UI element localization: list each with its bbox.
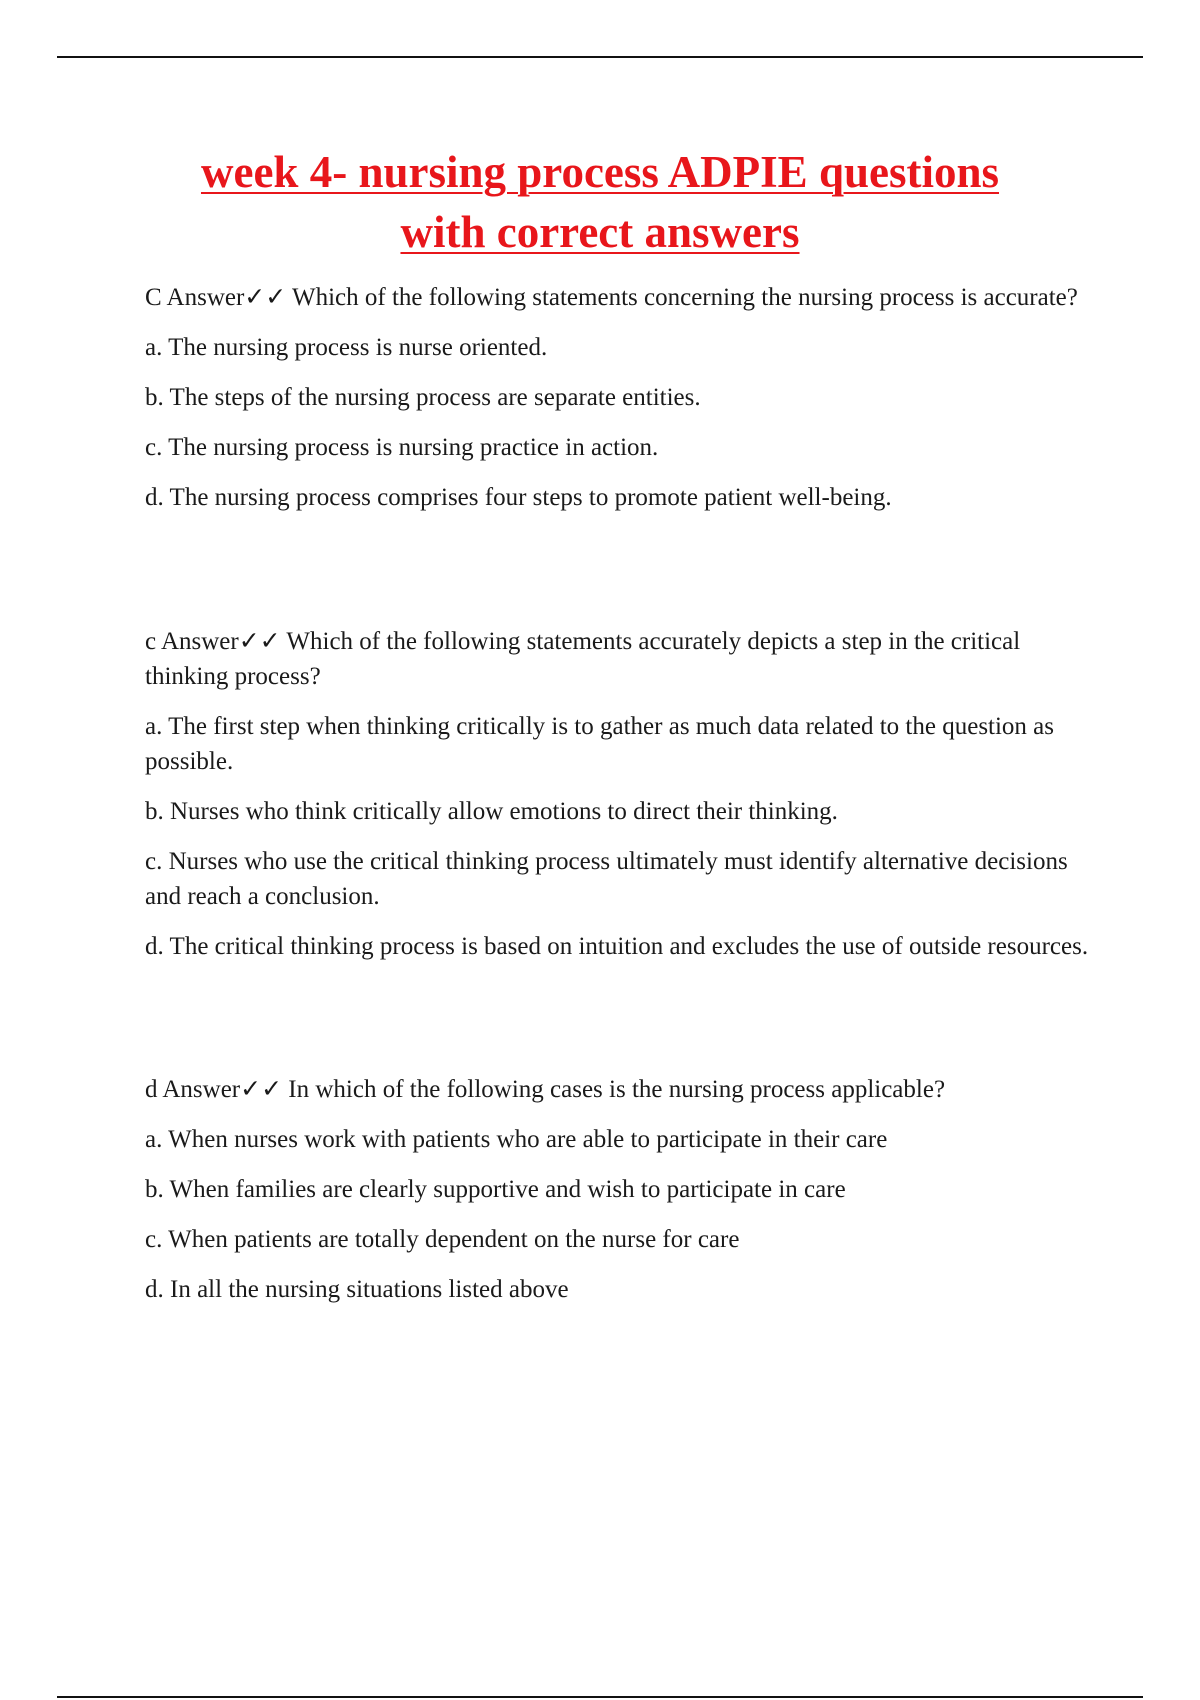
footer-rule xyxy=(57,1696,1143,1698)
answer-option: a. When nurses work with patients who are able to participate in their care xyxy=(145,1126,888,1153)
answer-option: d. The critical thinking process is based on intuition and excludes the use of outside resources. xyxy=(145,933,1089,960)
document-title xyxy=(120,142,1080,262)
question-2 xyxy=(145,624,1090,979)
question-stem: C Answer✓✓ Which of the following statements concerning the nursing process is accurate? xyxy=(145,284,1078,311)
answer-option: d. In all the nursing situations listed above xyxy=(145,1276,569,1303)
answer-option: c. When patients are totally dependent on the nurse for care xyxy=(145,1226,740,1253)
answer-option: d. The nursing process comprises four steps to promote patient well-being. xyxy=(145,484,892,511)
question-1 xyxy=(145,280,1090,530)
question-stem: c Answer✓✓ Which of the following statements accurately depicts a step in the critical thinking process? xyxy=(145,628,1021,690)
answer-option: b. Nurses who think critically allow emotions to direct their thinking. xyxy=(145,798,838,825)
answer-option: b. When families are clearly supportive and wish to participate in care xyxy=(145,1176,846,1203)
answer-option: a. The first step when thinking critically is to gather as much data related to the question as possible. xyxy=(145,713,1055,775)
header-rule xyxy=(57,56,1143,58)
answer-option: c. The nursing process is nursing practice in action. xyxy=(145,434,659,461)
answer-option: a. The nursing process is nurse oriented. xyxy=(145,334,548,361)
answer-option: c. Nurses who use the critical thinking process ultimately must identify alternative decisions and reach a conclusion. xyxy=(145,848,1068,910)
document-title-line-2: with correct answers xyxy=(400,207,800,257)
answer-option: b. The steps of the nursing process are separate entities. xyxy=(145,384,701,411)
question-3 xyxy=(145,1072,1090,1322)
question-stem: d Answer✓✓ In which of the following cases is the nursing process applicable? xyxy=(145,1076,946,1103)
document-title-line-1: week 4- nursing process ADPIE questions xyxy=(200,147,1000,197)
